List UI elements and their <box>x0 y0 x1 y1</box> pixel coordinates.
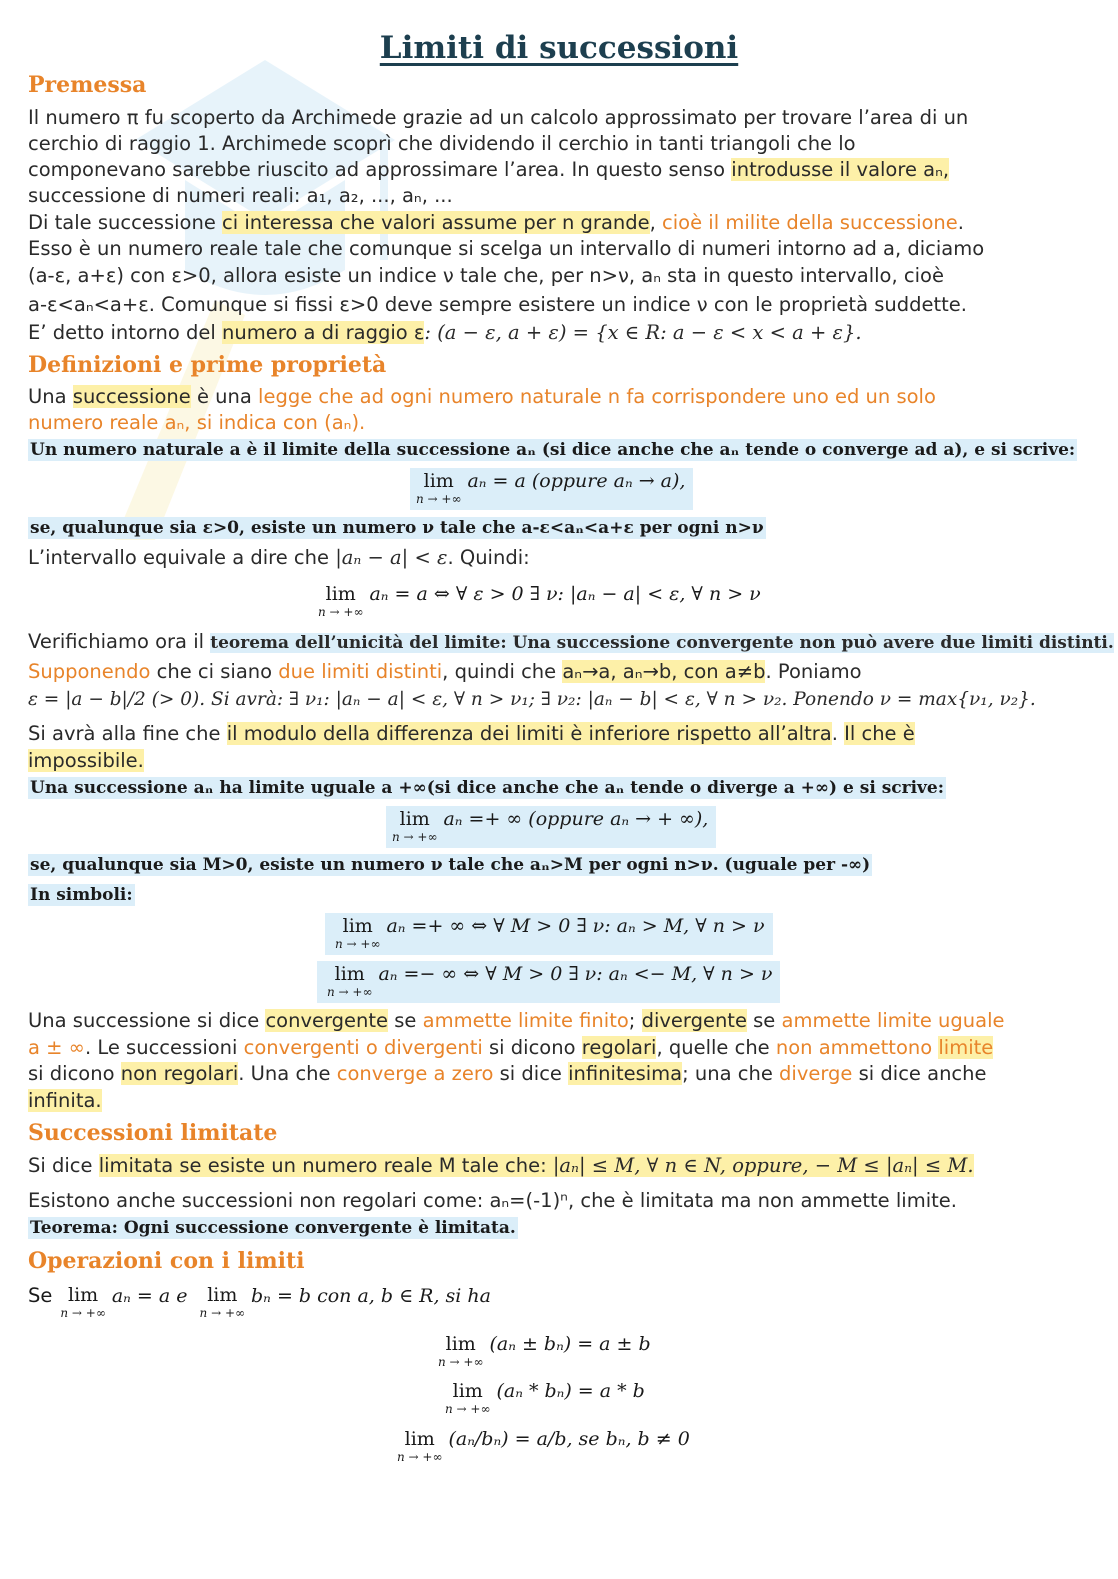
def-line-7: Si avrà alla fine che il modulo della differenza dei limiti è inferiore rispetto all’altra. Il che è <box>28 722 915 745</box>
premessa-line-5: Di tale successione ci interessa che valori assume per n grande, cioè il milite della successione. <box>28 211 964 234</box>
classification-line-3: si dicono non regolari. Una che converge a zero si dice infinitesima; una che diverge si dice anche <box>28 1062 987 1085</box>
theorem-bounded: Teorema: Ogni successione convergente è limitata. <box>30 1218 516 1238</box>
definition-symbols: In simboli: <box>30 885 133 905</box>
formula-limit-2: lim n → +∞ aₙ = a ⇔ ∀ ε > 0 ∃ ν: |aₙ − a| < ε, ∀ n > ν <box>318 583 761 619</box>
classification-line-1: Una successione si dice convergente se ammette limite finito; divergente se ammette limite uguale <box>28 1009 1005 1032</box>
def-line-8: impossibile. <box>28 749 144 772</box>
def-line-1: Una successione è una legge che ad ogni numero naturale n fa corrispondere uno ed un solo <box>28 385 936 408</box>
formula-sum: lim n → +∞ (aₙ ± bₙ) = a ± b <box>438 1333 651 1369</box>
premessa-line-3: componevano sarebbe riuscito ad approssimare l’area. In questo senso introdusse il valore aₙ, <box>28 158 950 181</box>
formula-limit-1: lim n → +∞ aₙ = a (oppure aₙ → a), <box>410 468 693 510</box>
def-line-3: L’intervallo equivale a dire che |aₙ − a| < ε. Quindi: <box>28 546 530 569</box>
classification-line-4: infinita. <box>28 1089 102 1112</box>
premessa-line-4: successione di numeri reali: a₁, a₂, ..., aₙ, ... <box>28 184 453 207</box>
definition-M: se, qualunque sia M>0, esiste un numero ν tale che aₙ>M per ogni n>ν. (uguale per -∞) <box>30 855 871 875</box>
premessa-line-2: cerchio di raggio 1. Archimede scoprì che dividendo il cerchio in tanti triangoli che lo <box>28 132 856 155</box>
formula-quotient: lim n → +∞ (aₙ/bₙ) = a/b, se bₙ, b ≠ 0 <box>397 1428 690 1464</box>
formula-limit-3: lim n → +∞ aₙ =+ ∞ (oppure aₙ → + ∞), <box>386 806 716 848</box>
definition-infinity: Una successione aₙ ha limite uguale a +∞(si dice anche che aₙ tende o diverge a +∞) e si scrive: <box>30 778 945 798</box>
definition-epsilon: se, qualunque sia ε>0, esiste un numero ν tale che a-ε<aₙ<a+ε per ogni n>ν <box>30 518 764 538</box>
formula-limit-5: lim n → +∞ aₙ =− ∞ ⇔ ∀ M > 0 ∃ ν: aₙ <− M, ∀ n > ν <box>317 961 780 1003</box>
def-line-5: Supponendo che ci siano due limiti distinti, quindi che aₙ→a, aₙ→b, con a≠b. Poniamo <box>28 660 862 683</box>
formula-hypothesis: Se lim n → +∞ aₙ = a e lim n → +∞ bₙ = b con a, b ∈ R, si ha <box>28 1284 491 1320</box>
formula-limit-4: lim n → +∞ aₙ =+ ∞ ⇔ ∀ M > 0 ∃ ν: aₙ > M, ∀ n > ν <box>325 913 773 955</box>
heading-operazioni: Operazioni con i limiti <box>28 1248 305 1274</box>
limitate-line-1: Si dice limitata se esiste un numero reale M tale che: |aₙ| ≤ M, ∀ n ∈ N, oppure, − M ≤ |aₙ| ≤ M. <box>28 1154 974 1177</box>
def-line-2: numero reale aₙ, si indica con (aₙ). <box>28 411 366 434</box>
classification-line-2: a ± ∞. Le successioni convergenti o divergenti si dicono regolari, quelle che non ammettono limite <box>28 1036 994 1059</box>
definition-limit: Un numero naturale a è il limite della successione aₙ (si dice anche che aₙ tende o converge ad a), e si scrive: <box>30 440 1076 460</box>
def-line-4: Verifichiamo ora il teorema dell’unicità del limite: Una successione convergente non può avere due limiti distinti. <box>28 630 1114 653</box>
limitate-line-2: Esistono anche successioni non regolari come: aₙ=(-1)ⁿ, che è limitata ma non ammette limite. <box>28 1189 957 1212</box>
page-title: Limiti di successioni <box>379 30 739 66</box>
premessa-line-8: a-ε<aₙ<a+ε. Comunque si fissi ε>0 deve sempre esistere un indice ν con le proprietà suddette. <box>28 293 967 316</box>
heading-definizioni: Definizioni e prime proprietà <box>28 352 387 378</box>
premessa-line-6: Esso è un numero reale tale che comunque si scelga un intervallo di numeri intorno ad a, diciamo <box>28 237 985 260</box>
heading-limitate: Successioni limitate <box>28 1120 278 1146</box>
heading-premessa: Premessa <box>28 72 147 98</box>
premessa-line-1: Il numero π fu scoperto da Archimede grazie ad un calcolo approssimato per trovare l’area di un <box>28 106 969 129</box>
formula-product: lim n → +∞ (aₙ * bₙ) = a * b <box>445 1380 645 1416</box>
def-line-6: ε = |a − b|/2 (> 0). Si avrà: ∃ ν₁: |aₙ − a| < ε, ∀ n > ν₁; ∃ ν₂: |aₙ − b| < ε, ∀ n > ν₂. Ponendo ν = max{ν₁, ν₂}. <box>28 689 1036 710</box>
premessa-line-7: (a-ε, a+ε) con ε>0, allora esiste un indice ν tale che, per n>ν, aₙ sta in questo intervallo, cioè <box>28 264 944 287</box>
premessa-line-9: E’ detto intorno del numero a di raggio ε: (a − ε, a + ε) = {x ∈ R: a − ε < x < a + ε}. <box>28 321 862 344</box>
